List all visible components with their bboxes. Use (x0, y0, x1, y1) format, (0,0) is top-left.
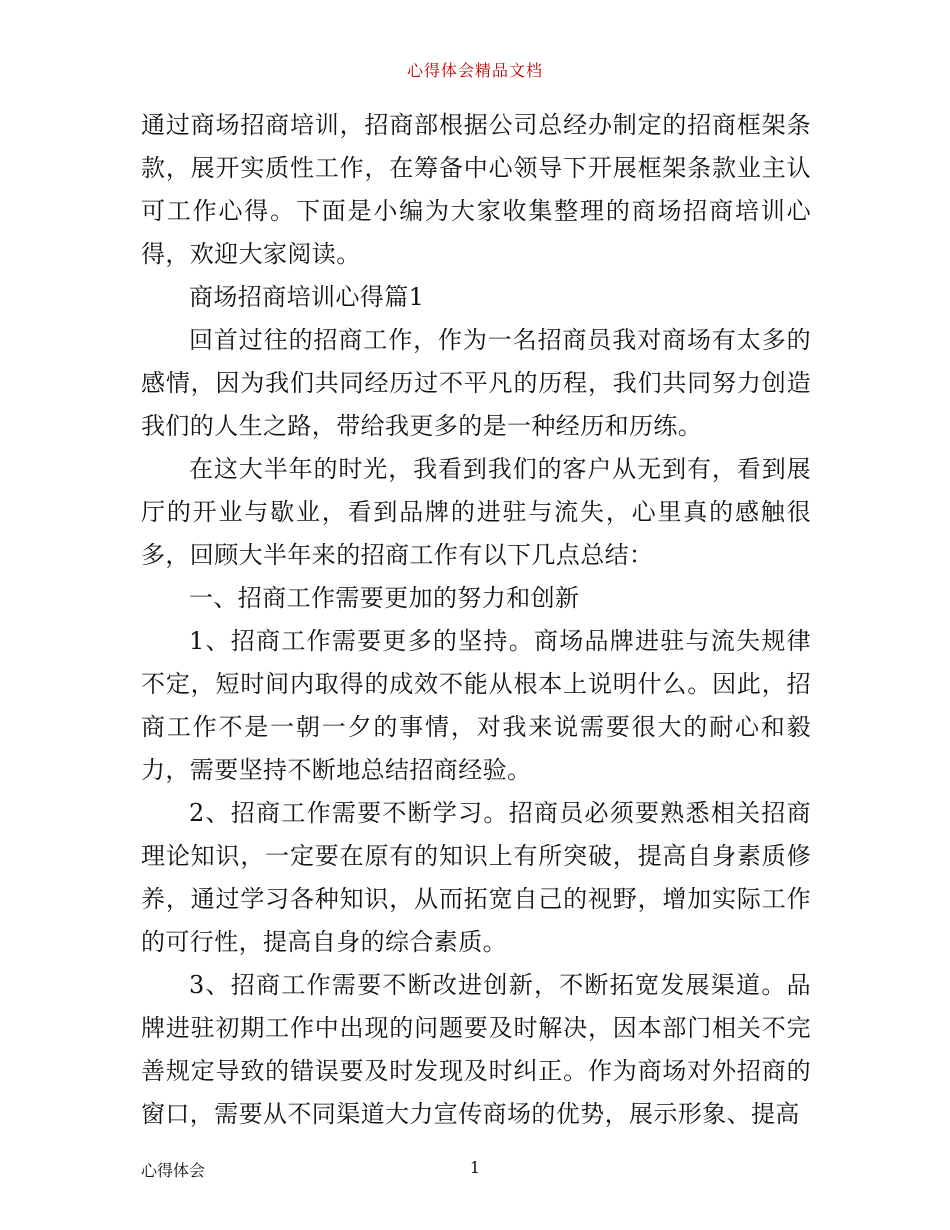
section-heading: 商场招商培训心得篇1 (189, 283, 425, 311)
paragraph-intro: 通过商场招商培训，招商部根据公司总经办制定的招商框架条款，展开实质性工作，在筹备中心领导下开展框架条款业主认可工作心得。下面是小编为大家收集整理的商场招商培训心得，欢迎大家阅读。 (141, 111, 811, 268)
page-header-title: 心得体会精品文档 (406, 61, 543, 80)
paragraph: 回首过往的招商工作，作为一名招商员我对商场有太多的感情，因为我们共同经历过不平凡的历程，我们共同努力创造我们的人生之路，带给我更多的是一种经历和历练。 (141, 326, 811, 440)
page-footer-label: 心得体会 (141, 1161, 206, 1180)
paragraph: 1、招商工作需要更多的坚持。商场品牌进驻与流失规律不定，短时间内取得的成效不能从根本上说明什么。因此，招商工作不是一朝一夕的事情，对我来说需要很大的耐心和毅力，需要坚持不断地总结招商经验。 (141, 627, 811, 784)
paragraph: 3、招商工作需要不断改进创新，不断拓宽发展渠道。品牌进驻初期工作中出现的问题要及时解决，因本部门相关不完善规定导致的错误要及时发现及时纠正。作为商场对外招商的窗口，需要从不同渠道大力宣传商场的优势，展示形象、提高 (141, 971, 811, 1128)
page-number: 1 (469, 1158, 481, 1177)
subsection-heading: 一、招商工作需要更加的努力和创新 (189, 584, 580, 612)
paragraph: 在这大半年的时光，我看到我们的客户从无到有，看到展厅的开业与歇业，看到品牌的进驻与流失，心里真的感触很多，回顾大半年来的招商工作有以下几点总结： (141, 455, 811, 569)
document-body (141, 104, 811, 1136)
paragraph: 2、招商工作需要不断学习。招商员必须要熟悉相关招商理论知识，一定要在原有的知识上有所突破，提高自身素质修养，通过学习各种知识，从而拓宽自己的视野，增加实际工作的可行性，提高自身的综合素质。 (141, 799, 811, 956)
